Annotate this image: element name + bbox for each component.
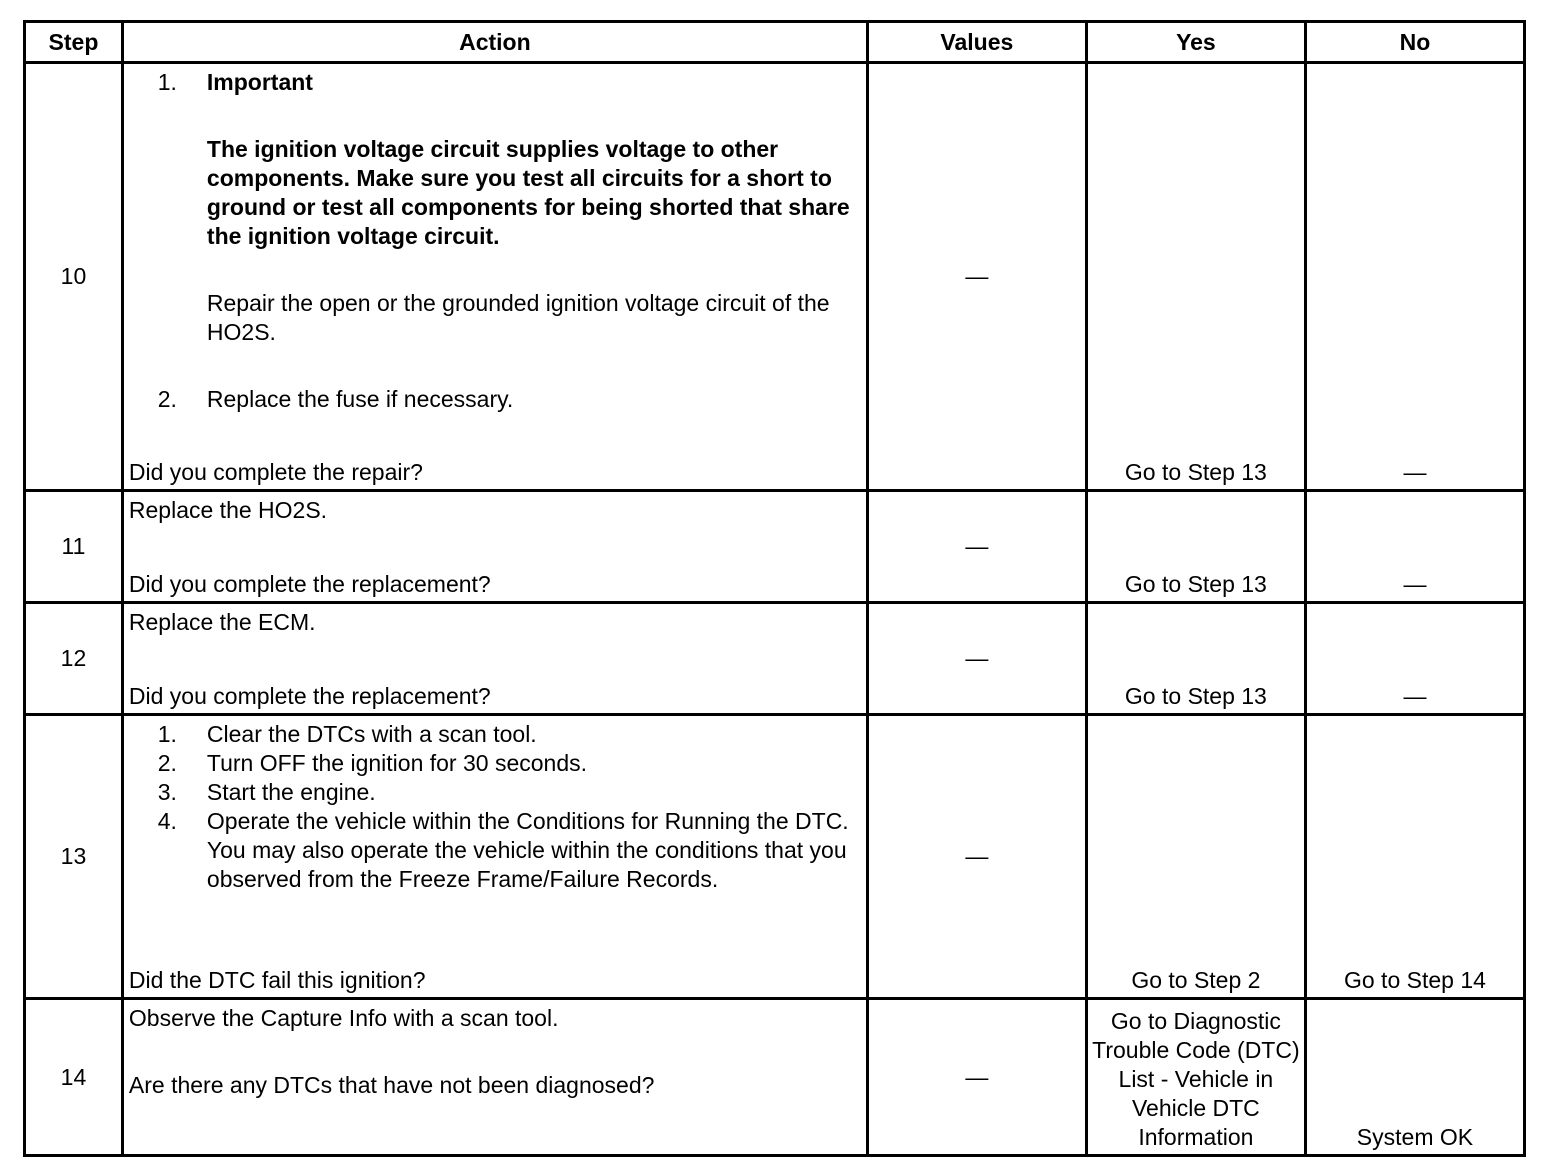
header-yes: Yes: [1086, 22, 1305, 63]
list-item: [129, 807, 858, 894]
step-number: 14: [25, 999, 123, 1156]
table-row-step-11: [25, 491, 1525, 603]
step-instruction: Replace the HO2S.: [128, 497, 328, 523]
list-item-number: 2.: [157, 386, 177, 412]
list-item-number: 3.: [157, 779, 177, 805]
action-cell: [122, 491, 867, 603]
diagnostic-table-container: [23, 20, 1526, 1157]
list-item: [129, 720, 858, 749]
yes-cell: Go to Step 2: [1086, 715, 1305, 999]
list-item-text: Repair the open or the grounded ignition voltage circuit of the HO2S.: [206, 290, 830, 345]
no-cell: —: [1305, 603, 1524, 715]
step-number: 10: [25, 63, 123, 491]
list-item-number: 4.: [157, 808, 177, 834]
table-row-step-10: [25, 63, 1525, 491]
table-header-row: [25, 22, 1525, 63]
step-question: Are there any DTCs that have not been diagnosed?: [128, 1072, 655, 1098]
list-item-text: Operate the vehicle within the Conditions for Running the DTC. You may also operate the vehicle within the conditions that you observed from the Freeze Frame/Failure Records.: [206, 808, 849, 892]
table-row-step-12: [25, 603, 1525, 715]
important-heading: Important: [206, 69, 313, 95]
header-no: No: [1305, 22, 1524, 63]
no-cell: —: [1305, 491, 1524, 603]
no-cell: System OK: [1305, 999, 1524, 1156]
action-cell: [122, 999, 867, 1156]
action-cell: [122, 715, 867, 999]
yes-cell: Go to Diagnostic Trouble Code (DTC) List - Vehicle in Vehicle DTC Information: [1086, 999, 1305, 1156]
step-question: Did you complete the replacement?: [128, 683, 491, 709]
list-item: [129, 778, 858, 807]
action-cell: [122, 603, 867, 715]
step-number: 12: [25, 603, 123, 715]
step-instruction: Replace the ECM.: [128, 609, 316, 635]
yes-cell: Go to Step 13: [1086, 63, 1305, 491]
action-cell: [122, 63, 867, 491]
table-row-step-14: [25, 999, 1525, 1156]
values-cell: —: [867, 999, 1086, 1156]
no-cell: Go to Step 14: [1305, 715, 1524, 999]
list-item-number: 1.: [157, 69, 177, 95]
list-item-number: 2.: [157, 750, 177, 776]
values-cell: —: [867, 491, 1086, 603]
table-row-step-13: [25, 715, 1525, 999]
diagnostic-steps-table: [23, 20, 1526, 1157]
yes-cell: Go to Step 13: [1086, 491, 1305, 603]
step-instruction: Observe the Capture Info with a scan tool.: [128, 1005, 559, 1031]
header-values: Values: [867, 22, 1086, 63]
list-item-text: Clear the DTCs with a scan tool.: [206, 721, 537, 747]
important-note: The ignition voltage circuit supplies voltage to other components. Make sure you test all circuits for a short to ground or test all components for being shorted that share the ignition voltage circuit.: [206, 136, 850, 249]
step-number: 11: [25, 491, 123, 603]
header-action: Action: [122, 22, 867, 63]
list-item: [129, 749, 858, 778]
list-item: [129, 68, 858, 347]
values-cell: —: [867, 603, 1086, 715]
step-question: Did the DTC fail this ignition?: [128, 967, 426, 993]
step-number: 13: [25, 715, 123, 999]
step-question: Did you complete the replacement?: [128, 571, 491, 597]
values-cell: —: [867, 63, 1086, 491]
step-question: Did you complete the repair?: [128, 459, 423, 485]
no-cell: —: [1305, 63, 1524, 491]
list-item-text: Replace the fuse if necessary.: [206, 386, 514, 412]
list-item-text: Turn OFF the ignition for 30 seconds.: [206, 750, 588, 776]
yes-cell: Go to Step 13: [1086, 603, 1305, 715]
values-cell: —: [867, 715, 1086, 999]
list-item-number: 1.: [157, 721, 177, 747]
header-step: Step: [25, 22, 123, 63]
list-item-text: Start the engine.: [206, 779, 376, 805]
list-item: [129, 385, 858, 414]
